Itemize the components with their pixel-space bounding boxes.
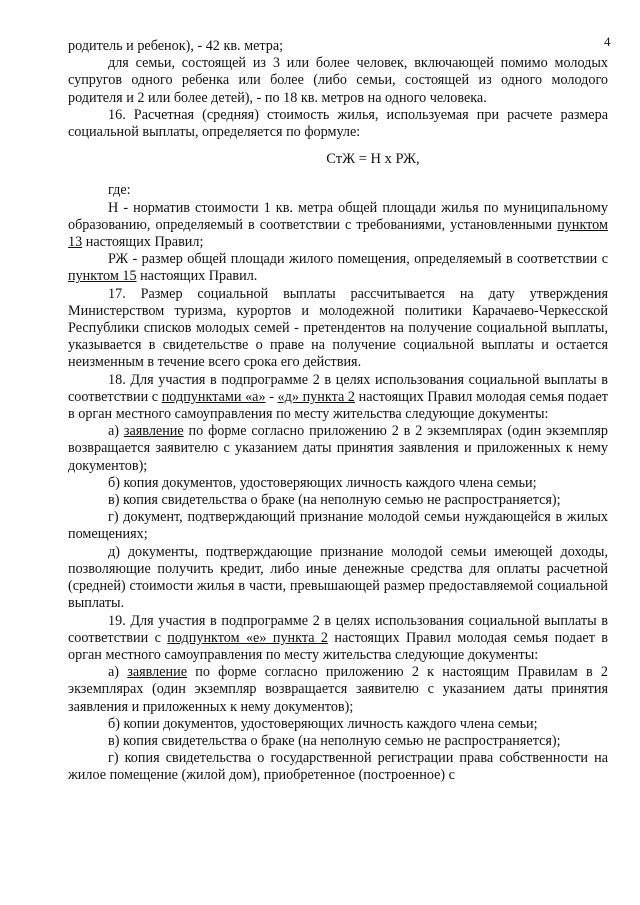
link-subpoints-a[interactable]: подпунктами «а» — [161, 388, 266, 405]
text-segment: а) — [108, 423, 124, 440]
link-subpoints-d-point-2[interactable]: «д» пункта 2 — [277, 388, 355, 405]
text-segment: РЖ - размер общей площади жилого помещения, определяемый в соответствии с — [108, 251, 608, 268]
link-point-15[interactable]: пунктом 15 — [68, 268, 137, 285]
paragraph-n-definition — [68, 200, 608, 252]
paragraph-19 — [68, 613, 608, 665]
item-18-v: в) копия свидетельства о браке (на неполную семью не распространяется); — [108, 492, 561, 509]
text-segment: Н - норматив стоимости 1 кв. метра общей площади жилья по муниципальному образованию, определяемый в соответствии с требованиями, установленными — [68, 199, 608, 233]
link-application[interactable]: заявление — [123, 423, 184, 440]
formula: СтЖ = Н х РЖ, — [326, 151, 420, 168]
paragraph-18 — [68, 372, 608, 424]
paragraph-17: 17. Размер социальной выплаты рассчитывается на дату утверждения Министерством туризма, курортов и молодежной политики Карачаево-Черкесской Республики списков молодых семей - претендентов на получение социальной выплаты, указывается в свидетельстве о праве на получение социальной выплаты и остается неизменным в течение всего срока его действия. — [68, 285, 608, 371]
item-19-a — [68, 664, 608, 716]
link-application[interactable]: заявление — [127, 664, 188, 681]
item-18-b: б) копия документов, удостоверяющих личность каждого члена семьи; — [108, 474, 537, 491]
text-segment: настоящих Правил. — [136, 268, 258, 285]
paragraph-rzh-definition — [68, 251, 608, 285]
item-19-v: в) копия свидетельства о браке (на неполную семью не распространяется); — [108, 732, 561, 749]
link-subpoint-e-point-2[interactable]: подпунктом «е» пункта 2 — [167, 629, 328, 646]
paragraph-living-area-three: для семьи, состоящей из 3 или более человек, включающей помимо молодых супругов одного ребенка или более (либо семьи, состоящей из одного молодого родителя и 2 или более детей), - по 18 кв. метров на одного человека. — [68, 55, 608, 106]
link-point-13[interactable]: пунктом 13 — [68, 216, 608, 251]
text-segment: а) — [108, 664, 128, 681]
text-segment: по форме согласно приложению 2 в 2 экземплярах (один экземпляр возвращается заявителю с указанием даты принятия заявления и приложенных к нему документов); — [68, 423, 608, 474]
text-segment: - — [265, 388, 278, 405]
text-segment: 19. Для участия в подпрограмме 2 в целях использования социальной выплаты в соответствии с — [68, 612, 608, 646]
item-18-g: г) документ, подтверждающий признание молодой семьи нуждающейся в жилых помещениях; — [68, 509, 608, 543]
text-segment: 18. Для участия в подпрограмме 2 в целях использования социальной выплаты в соответствии с — [68, 371, 608, 405]
page-number: 4 — [604, 34, 611, 49]
paragraph-16: 16. Расчетная (средняя) стоимость жилья, используемая при расчете размера социальной выплаты, определяется по формуле: — [68, 106, 608, 141]
item-18-a — [68, 423, 608, 475]
text-segment: по форме согласно приложению 2 к настоящим Правилам в 2 экземплярах (один экземпляр возвращается заявителю с указанием даты принятия заявления и приложенных к нему документов); — [68, 664, 608, 715]
text-segment: настоящих Правил молодая семья подает в орган местного самоуправления по месту жительства следующие документы: — [68, 629, 608, 663]
paragraph-living-area-two: родитель и ребенок), - 42 кв. метра; — [68, 38, 284, 54]
text-segment: настоящих Правил; — [82, 234, 204, 251]
item-19-b: б) копии документов, удостоверяющих личность каждого члена семьи; — [108, 715, 538, 732]
text-segment: настоящих Правил молодая семья подает в орган местного самоуправления по месту жительства следующие документы: — [68, 388, 608, 423]
where-label: где: — [108, 182, 131, 199]
item-18-d: д) документы, подтверждающие признание молодой семьи имеющей доходы, позволяющие получить кредит, либо иные денежные средства для оплаты расчетной (средней) стоимости жилья в части, превышающей размер предоставляемой социальной выплаты. — [68, 543, 608, 612]
item-19-g: г) копия свидетельства о государственной регистрации права собственности на жилое помещение (жилой дом), приобретенное (построенное) с — [68, 750, 608, 784]
document-body — [68, 38, 608, 785]
